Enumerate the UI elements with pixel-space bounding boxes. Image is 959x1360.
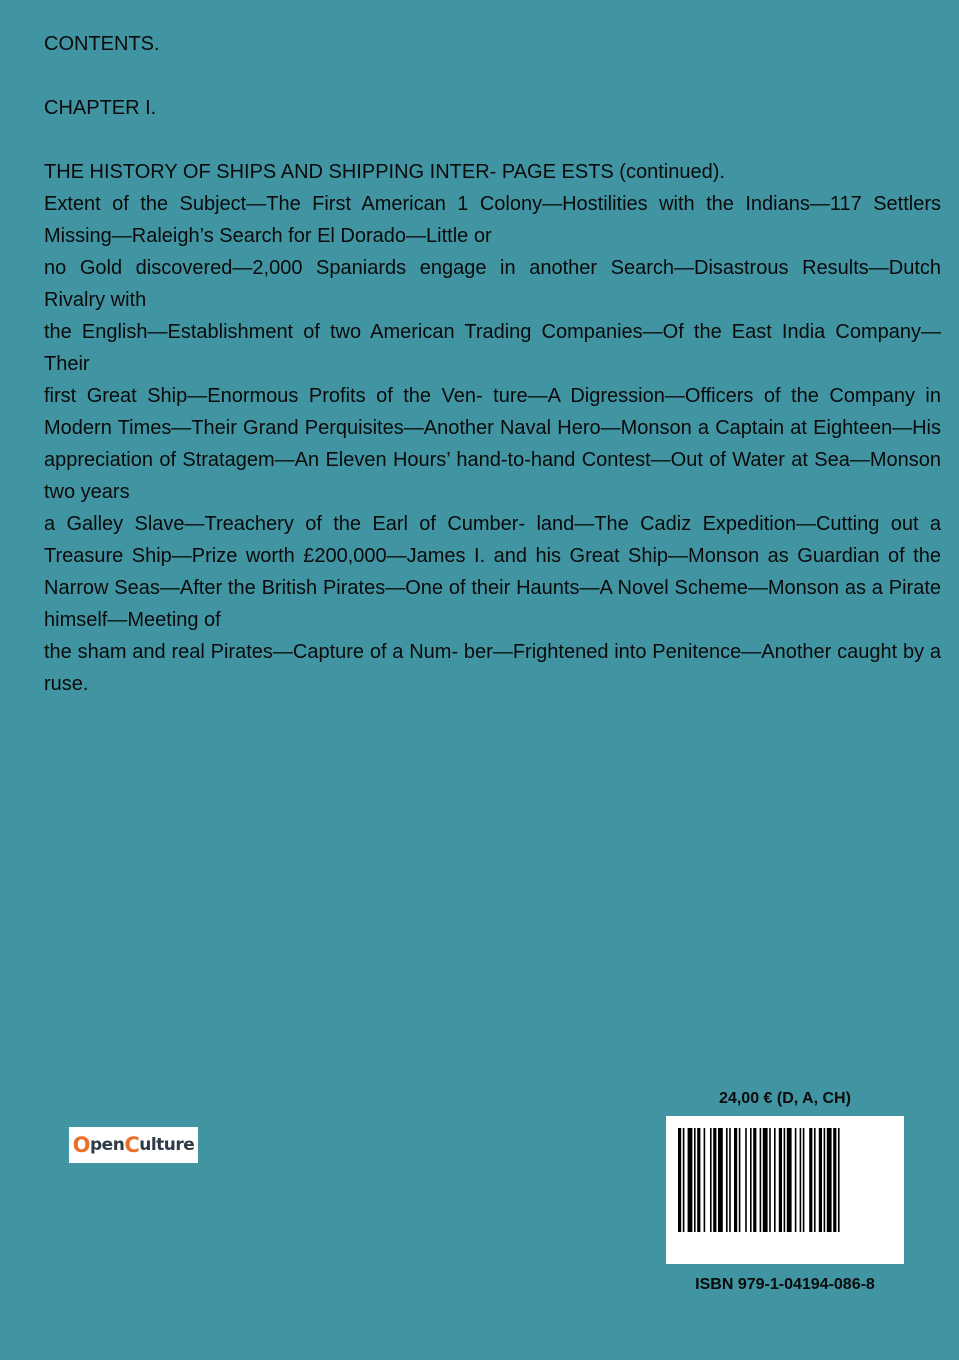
publisher-logo [69, 1127, 198, 1163]
barcode-bar [750, 1128, 752, 1232]
barcode-bar [753, 1128, 756, 1232]
table-of-contents [44, 28, 941, 700]
barcode-bar [726, 1128, 728, 1232]
barcode-bar [838, 1128, 840, 1232]
isbn-label: ISBN 979-1-04194-086-8 [695, 1276, 875, 1293]
chapter-heading: CHAPTER I. [44, 97, 157, 119]
toc-paragraph: a Galley Slave—Treachery of the Earl of Cumber- land—The Cadiz Expedition—Cutting out a Treasure Ship—Prize worth £200,000—James I. and his Great Ship—Monson as Guardian of the Narrow Seas—After the British Pirates—One of their Haunts—A Novel Scheme—Monson as a Pirate himself—Meeting of [44, 513, 941, 631]
barcode-bar [745, 1128, 747, 1232]
logo-text-pen: pen [90, 1135, 125, 1155]
spacer [44, 60, 941, 92]
barcode-bar [819, 1128, 822, 1232]
barcode-bar [787, 1128, 792, 1232]
barcode-bar [763, 1128, 768, 1232]
barcode-bar [769, 1128, 771, 1232]
barcode-bar [694, 1128, 696, 1232]
barcode-bar [678, 1128, 681, 1232]
logo-letter-c: C [124, 1133, 140, 1157]
barcode-bar [800, 1128, 802, 1232]
barcode-bar [718, 1128, 723, 1232]
contents-heading: CONTENTS. [44, 33, 160, 55]
logo-text-ulture: ulture [139, 1135, 195, 1155]
barcode-bar [784, 1128, 786, 1232]
chapter-title: THE HISTORY OF SHIPS AND SHIPPING INTER- PAGE ESTS (continued). [44, 161, 725, 183]
barcode-bar [814, 1128, 816, 1232]
logo-letter-o: O [72, 1133, 91, 1157]
barcode [666, 1116, 904, 1264]
barcode-bar [697, 1128, 700, 1232]
barcode-icon [678, 1128, 892, 1232]
barcode-bar [774, 1128, 776, 1232]
barcode-bar [795, 1128, 797, 1232]
toc-paragraph: first Great Ship—Enormous Profits of the Ven- ture—A Digression—Officers of the Company in Modern Times—Their Grand Perquisites—Another Naval Hero—Monson a Captain at Eighteen—His appreciation of Stratagem—An Eleven Hours’ hand-to-hand Contest—Out of Water at Sea—Monson two years [44, 385, 941, 503]
barcode-bar [683, 1128, 685, 1232]
barcode-bar [704, 1128, 706, 1232]
barcode-bar [739, 1128, 741, 1232]
toc-paragraph: no Gold discovered—2,000 Spaniards engage in another Search—Disastrous Results—Dutch Rivalry with [44, 257, 941, 311]
toc-paragraph: the sham and real Pirates—Capture of a Num- ber—Frightened into Penitence—Another caught by a ruse. [44, 641, 941, 695]
toc-paragraph: the English—Establishment of two American Trading Companies—Of the East India Company—Their [44, 321, 941, 375]
barcode-bar [713, 1128, 716, 1232]
barcode-bar [824, 1128, 826, 1232]
barcode-bar [827, 1128, 832, 1232]
price-label: 24,00 € (D, A, CH) [719, 1090, 851, 1107]
barcode-bar [688, 1128, 693, 1232]
barcode-bar [833, 1128, 836, 1232]
barcode-bar [760, 1128, 762, 1232]
spacer [44, 124, 941, 156]
barcode-bar [779, 1128, 782, 1232]
toc-paragraph: Extent of the Subject—The First American 1 Colony—Hostilities with the Indians—117 Settlers Missing—Raleigh’s Search for El Dorado—Little or [44, 193, 941, 247]
barcode-bar [803, 1128, 805, 1232]
barcode-bar [734, 1128, 737, 1232]
barcode-bar [729, 1128, 731, 1232]
barcode-bar [809, 1128, 812, 1232]
barcode-bar [710, 1128, 712, 1232]
